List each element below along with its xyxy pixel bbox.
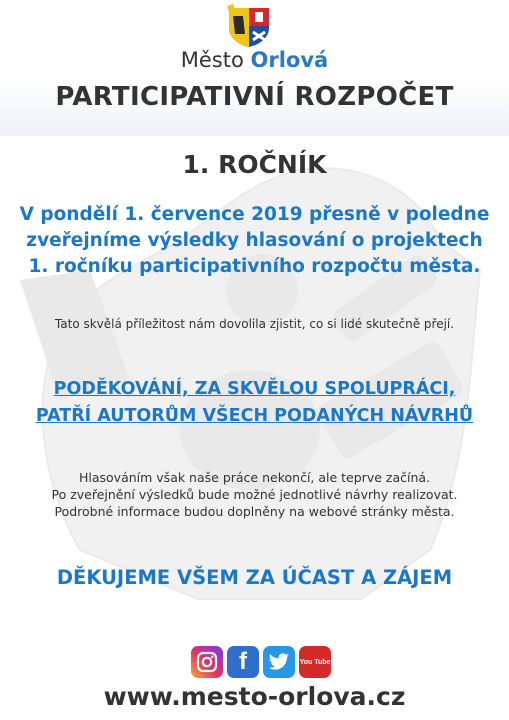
thanks-line: PATŘÍ AUTORŮM VŠECH PODANÝCH NÁVRHŮ (35, 406, 474, 426)
announcement-line: 1. ročníku participativního rozpočtu města. (28, 256, 481, 277)
city-crest-logo (223, 4, 275, 48)
info-text (0, 469, 509, 520)
youtube-icon[interactable] (299, 646, 331, 678)
brand-logotype (0, 46, 509, 74)
closing-message: DĚKUJEME VŠEM ZA ÚČAST A ZÁJEM (56, 566, 453, 589)
watermark-mascot (0, 130, 509, 600)
website-url[interactable]: www.mesto-orlova.cz (103, 682, 406, 711)
twitter-icon[interactable] (263, 646, 295, 678)
opportunity-text: Tato skvělá příležitost nám dovolila zjistit, co si lidé skutečně přejí. (54, 317, 455, 331)
announcement (14, 202, 495, 280)
instagram-icon[interactable] (191, 646, 223, 678)
brand-name: Orlová (250, 48, 329, 72)
info-line: Po zveřejnění výsledků bude možné jednotlivé návrhy realizovat. (51, 487, 458, 502)
facebook-glyph: f (239, 648, 247, 675)
info-line: Podrobné informace budou doplněny na webové stránky města. (54, 504, 455, 519)
year-heading: 1. ROČNÍK (182, 150, 327, 179)
announcement-line: V pondělí 1. července 2019 přesně v poledne (19, 204, 490, 225)
thanks-message (0, 376, 509, 430)
facebook-icon[interactable] (227, 646, 259, 678)
youtube-label: You Tube (299, 658, 331, 666)
brand-city: Město (180, 48, 244, 72)
announcement-line: zveřejníme výsledky hlasování o projektech (26, 230, 483, 251)
thanks-line: PODĚKOVÁNÍ, ZA SKVĚLOU SPOLUPRÁCI, (53, 379, 456, 399)
page-title: PARTICIPATIVNÍ ROZPOČET (55, 82, 454, 112)
info-line: Hlasováním však naše práce nekončí, ale teprve začíná. (78, 470, 431, 485)
social-icons (191, 646, 331, 678)
header-band (0, 0, 509, 136)
